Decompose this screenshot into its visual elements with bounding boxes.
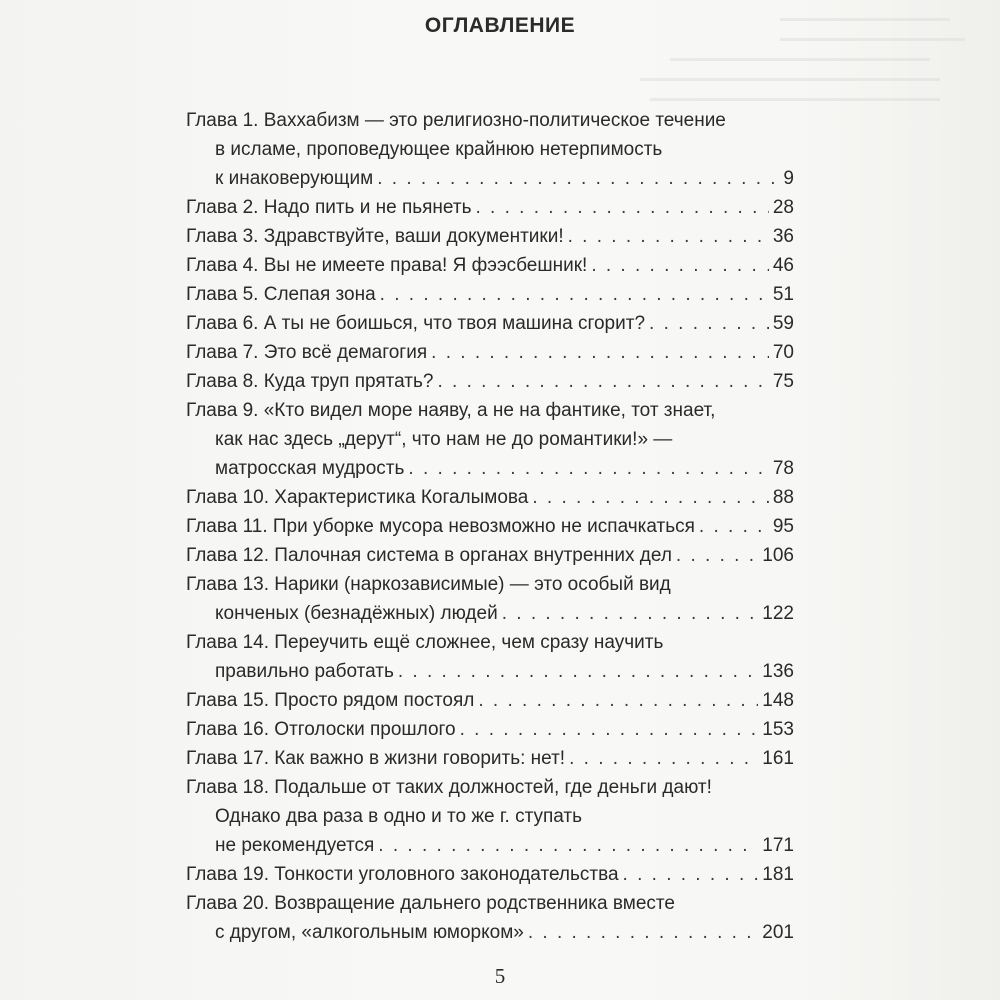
toc-entry-text: матросская мудрость [215, 458, 405, 479]
toc-entry-title-line [186, 367, 794, 396]
toc-entry-title-line [186, 628, 794, 657]
toc-entry-text: Глава 18. Подальше от таких должностей, где деньги дают! [186, 777, 712, 798]
dot-leader [478, 686, 758, 715]
toc-entry-title-line [186, 251, 794, 280]
dot-leader [699, 512, 769, 541]
toc-entry-text: Глава 15. Просто рядом постоял [186, 690, 475, 711]
toc-entry-page-number: 161 [762, 748, 794, 769]
toc-entry-continuation-line [186, 802, 794, 831]
dot-leader [378, 831, 758, 860]
toc-entry-page-number: 88 [772, 487, 794, 508]
toc-entry-title-line [186, 570, 794, 599]
toc-entry-page-number: 122 [762, 603, 794, 624]
toc-entry-title-line [186, 773, 794, 802]
toc-entry [186, 889, 794, 947]
toc-entry-title-line [186, 193, 794, 222]
toc-entry-continuation-line [186, 831, 794, 860]
dot-leader [377, 164, 779, 193]
toc-entry-page-number: 148 [762, 690, 794, 711]
toc-entry-page-number: 181 [762, 864, 794, 885]
dot-leader [528, 918, 758, 947]
toc-entry-text: конченых (безнадёжных) людей [215, 603, 498, 624]
toc-entry-continuation-line [186, 454, 794, 483]
dot-leader [475, 193, 768, 222]
toc-entry-text: Глава 20. Возвращение дальнего родственника вместе [186, 893, 675, 914]
toc-entry-page-number: 9 [783, 168, 794, 189]
dot-leader [676, 541, 758, 570]
toc-entry-page-number: 51 [772, 284, 794, 305]
toc-entry-page-number: 78 [772, 458, 794, 479]
toc-entry-page-number: 201 [762, 922, 794, 943]
toc-entry-text: Глава 8. Куда труп прятать? [186, 371, 434, 392]
toc-entry [186, 396, 794, 483]
toc-entry-text: не рекомендуется [215, 835, 375, 856]
toc-entry-text: Глава 9. «Кто видел море наяву, а не на фантике, тот знает, [186, 400, 716, 421]
toc-entry [186, 193, 794, 222]
toc-entry-text: как нас здесь „дерут“, что нам не до романтики!» — [215, 429, 673, 450]
toc-entry-page-number: 28 [772, 197, 794, 218]
dot-leader [649, 309, 769, 338]
toc-entry-page-number: 70 [772, 342, 794, 363]
toc-entry-text: Глава 5. Слепая зона [186, 284, 376, 305]
toc-entry-text: Глава 17. Как важно в жизни говорить: нет! [186, 748, 566, 769]
toc-entry [186, 309, 794, 338]
toc-entry [186, 628, 794, 686]
toc-entry [186, 773, 794, 860]
toc-entry-text: Однако два раза в одно и то же г. ступать [215, 806, 583, 827]
toc-entry-title-line [186, 512, 794, 541]
toc-entry-text: Глава 13. Нарики (наркозависимые) — это особый вид [186, 574, 671, 595]
toc-entry-continuation-line [186, 599, 794, 628]
toc-entry-text: в исламе, проповедующее крайнюю нетерпимость [215, 139, 663, 160]
dot-leader [380, 280, 769, 309]
dot-leader [532, 483, 769, 512]
toc-entry-text: Глава 7. Это всё демагогия [186, 342, 428, 363]
toc-entry-text: с другом, «алкогольным юморком» [215, 922, 524, 943]
toc-entry-title-line [186, 744, 794, 773]
toc-entry-continuation-line [186, 918, 794, 947]
toc-entry-page-number: 171 [762, 835, 794, 856]
toc-entry-title-line [186, 280, 794, 309]
toc-entry-text: Глава 2. Надо пить и не пьянеть [186, 197, 472, 218]
toc-entry-text: Глава 6. А ты не боишься, что твоя машина сгорит? [186, 313, 646, 334]
toc-entry-page-number: 36 [772, 226, 794, 247]
page-title: ОГЛАВЛЕНИЕ [424, 14, 576, 37]
toc-entry-text: Глава 19. Тонкости уголовного законодательства [186, 864, 619, 885]
table-of-contents [186, 106, 794, 947]
dot-leader [460, 715, 759, 744]
toc-entry [186, 512, 794, 541]
toc-entry [186, 483, 794, 512]
toc-entry-text: Глава 11. При уборке мусора невозможно не испачкаться [186, 516, 695, 537]
toc-entry [186, 570, 794, 628]
dot-leader [569, 744, 758, 773]
dot-leader [623, 860, 759, 889]
toc-entry-text: Глава 1. Ваххабизм — это религиозно-политическое течение [186, 110, 726, 131]
toc-entry-title-line [186, 686, 794, 715]
toc-entry-title-line [186, 483, 794, 512]
toc-entry [186, 715, 794, 744]
toc-entry [186, 541, 794, 570]
toc-entry [186, 251, 794, 280]
toc-entry-continuation-line [186, 164, 794, 193]
toc-entry [186, 367, 794, 396]
toc-entry-page-number: 59 [772, 313, 794, 334]
toc-entry-title-line [186, 860, 794, 889]
dot-leader [502, 599, 759, 628]
toc-entry-title-line [186, 106, 794, 135]
toc-entry-title-line [186, 222, 794, 251]
toc-entry-title-line [186, 541, 794, 570]
toc-entry-text: к инаковерующим [215, 168, 374, 189]
toc-entry-page-number: 136 [762, 661, 794, 682]
dot-leader [408, 454, 768, 483]
toc-entry-text: Глава 16. Отголоски прошлого [186, 719, 456, 740]
toc-entry-title-line [186, 338, 794, 367]
dot-leader [568, 222, 769, 251]
toc-entry-continuation-line [186, 657, 794, 686]
toc-entry-page-number: 46 [772, 255, 794, 276]
dot-leader [431, 338, 769, 367]
toc-entry-title-line [186, 889, 794, 918]
toc-entry-title-line [186, 309, 794, 338]
toc-entry-text: Глава 3. Здравствуйте, ваши документики! [186, 226, 564, 247]
toc-entry [186, 686, 794, 715]
toc-entry [186, 338, 794, 367]
toc-entry-page-number: 153 [762, 719, 794, 740]
toc-entry-continuation-line [186, 425, 794, 454]
toc-entry-page-number: 106 [762, 545, 794, 566]
toc-entry [186, 744, 794, 773]
toc-entry-text: Глава 14. Переучить ещё сложнее, чем сразу научить [186, 632, 664, 653]
toc-entry-page-number: 75 [772, 371, 794, 392]
toc-entry [186, 222, 794, 251]
toc-entry [186, 860, 794, 889]
toc-entry [186, 106, 794, 193]
dot-leader [437, 367, 768, 396]
dot-leader [591, 251, 769, 280]
page-number: 5 [494, 964, 506, 988]
toc-entry-text: Глава 4. Вы не имеете права! Я фээсбешник! [186, 255, 588, 276]
toc-entry-continuation-line [186, 135, 794, 164]
toc-entry-title-line [186, 715, 794, 744]
toc-entry-title-line [186, 396, 794, 425]
toc-entry-text: правильно работать [215, 661, 394, 682]
toc-entry [186, 280, 794, 309]
toc-entry-text: Глава 10. Характеристика Когалымова [186, 487, 529, 508]
dot-leader [398, 657, 758, 686]
toc-entry-text: Глава 12. Палочная система в органах внутренних дел [186, 545, 672, 566]
toc-entry-page-number: 95 [772, 516, 794, 537]
